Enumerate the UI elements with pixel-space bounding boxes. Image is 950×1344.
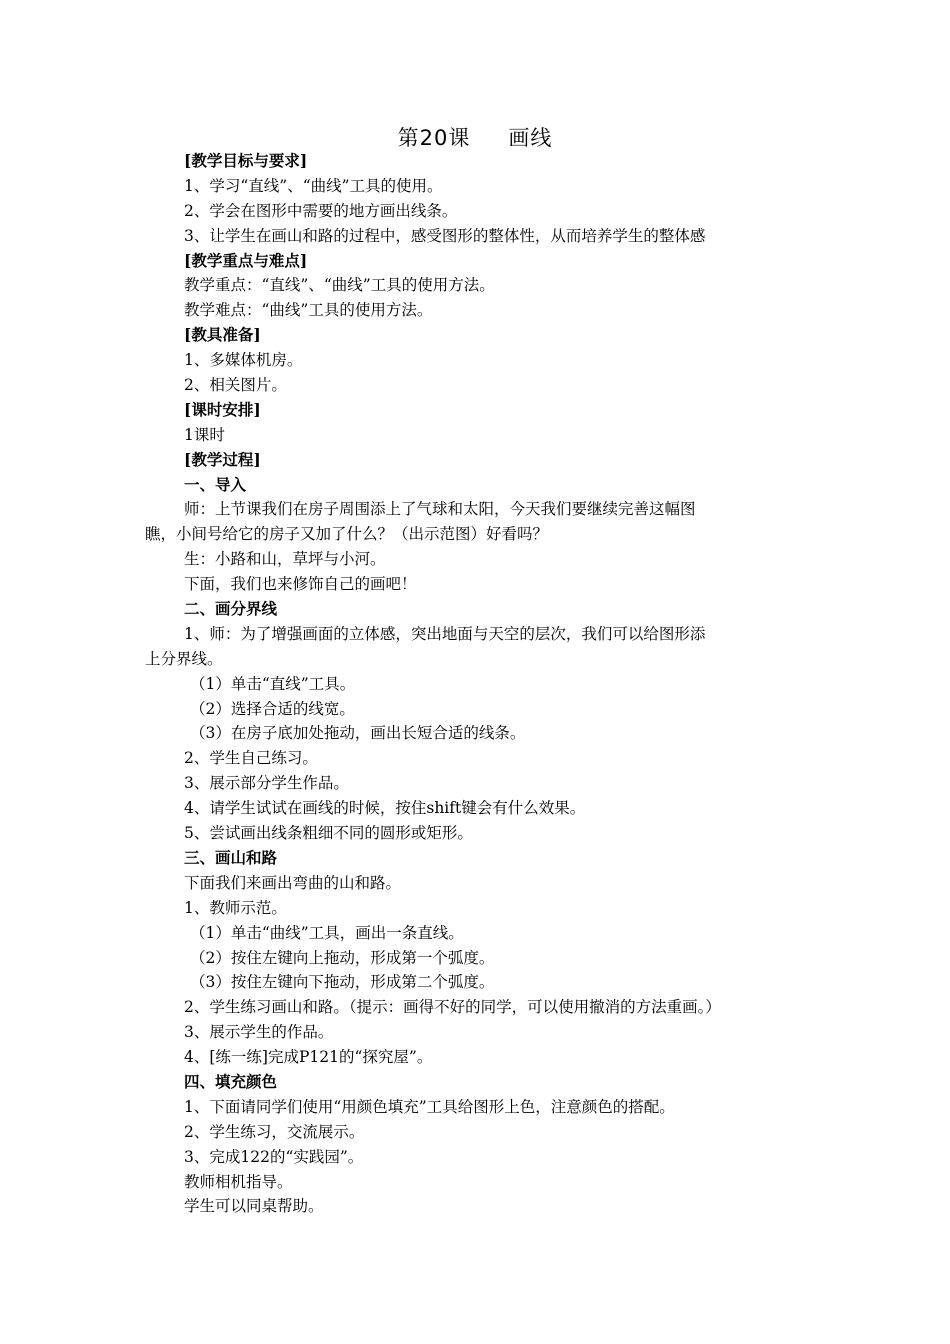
section-heading: [教具准备] bbox=[184, 325, 261, 345]
text-line: （2）选择合适的线宽。 bbox=[190, 699, 355, 718]
lesson-topic: 画线 bbox=[508, 126, 553, 150]
text-line: 1、教师示范。 bbox=[184, 898, 287, 917]
section-heading: [教学目标与要求] bbox=[184, 151, 308, 170]
text-line: 2、学生自己练习。 bbox=[184, 749, 318, 768]
section-heading: 三、画山和路 bbox=[184, 847, 278, 867]
text-line: 1、下面请同学们使用“用颜色填充”工具给图形上色，注意颜色的搭配。 bbox=[184, 1097, 675, 1116]
section-heading: [教学过程] bbox=[184, 449, 261, 469]
section-heading: 四、填充颜色 bbox=[184, 1071, 278, 1091]
text-line: （1）单击“直线”工具。 bbox=[190, 674, 356, 693]
text-line: 3、展示部分学生作品。 bbox=[184, 774, 349, 793]
text-line: 2、学会在图形中需要的地方画出线条。 bbox=[184, 201, 458, 220]
text-line: 3、完成122的“实践园”。 bbox=[184, 1147, 364, 1166]
text-line: 教学难点：“曲线”工具的使用方法。 bbox=[184, 301, 433, 320]
lesson-number: 第20课 bbox=[397, 126, 471, 150]
text-line: 师：上节课我们在房子周围添上了气球和太阳，今天我们要继续完善这幅图 bbox=[184, 500, 696, 519]
text-line: 学生可以同桌帮助。 bbox=[184, 1197, 324, 1216]
text-line: 教师相机指导。 bbox=[184, 1172, 293, 1191]
text-line: 1、多媒体机房。 bbox=[184, 351, 303, 370]
text-line: 2、相关图片。 bbox=[184, 376, 287, 395]
text-line: 下面我们来画出弯曲的山和路。 bbox=[184, 873, 402, 892]
text-line: 下面，我们也来修饰自己的画吧！ bbox=[184, 575, 417, 594]
text-line: 5、尝试画出线条粗细不同的圆形或矩形。 bbox=[184, 824, 473, 843]
text-line: 4、请学生试试在画线的时候，按住shift键会有什么效果。 bbox=[184, 799, 586, 818]
text-line: 3、让学生在画山和路的过程中，感受图形的整体性，从而培养学生的整体感 bbox=[184, 226, 706, 245]
text-line: 上分界线。 bbox=[145, 649, 223, 668]
section-heading: 二、画分界线 bbox=[184, 599, 278, 619]
text-line: 教学重点：“直线”、“曲线”工具的使用方法。 bbox=[184, 276, 495, 295]
text-line: 1课时 bbox=[184, 425, 225, 444]
text-line: 生：小路和山，草坪与小河。 bbox=[184, 550, 386, 569]
text-line: 2、学生练习画山和路。（提示：画得不好的同学，可以使用撤消的方法重画。） bbox=[184, 998, 721, 1017]
section-heading: 一、导入 bbox=[184, 474, 247, 494]
text-line: （3）按住左键向下拖动，形成第二个弧度。 bbox=[190, 973, 495, 992]
text-line: 1、师：为了增强画面的立体感，突出地面与天空的层次，我们可以给图形添 bbox=[184, 624, 706, 643]
text-line: （3）在房子底加处拖动，画出长短合适的线条。 bbox=[190, 724, 526, 743]
section-heading: [课时安排] bbox=[184, 399, 261, 419]
text-line: 1、学习“直线”、“曲线”工具的使用。 bbox=[184, 176, 443, 195]
text-line: 4、[练一练]完成P121的“探究屋”。 bbox=[184, 1048, 433, 1067]
text-line: 2、学生练习，交流展示。 bbox=[184, 1122, 365, 1141]
text-line: （1）单击“曲线”工具，画出一条直线。 bbox=[190, 923, 464, 942]
document-body bbox=[145, 149, 810, 1219]
text-line: 3、展示学生的作品。 bbox=[184, 1023, 334, 1042]
text-line: 瞧，小间号给它的房子又加了什么？（出示范图）好看吗？ bbox=[145, 525, 549, 544]
section-heading: [教学重点与难点] bbox=[184, 250, 308, 270]
text-line: （2）按住左键向上拖动，形成第一个弧度。 bbox=[190, 948, 495, 967]
